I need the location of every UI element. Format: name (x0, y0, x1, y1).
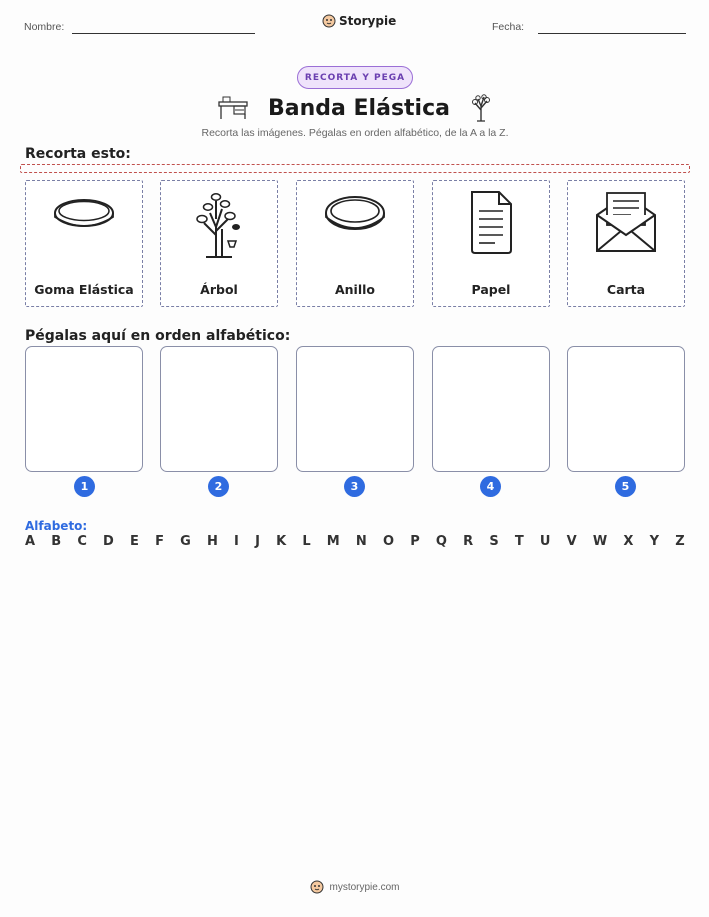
letter-icon (593, 189, 659, 255)
footer (300, 880, 410, 894)
paste-box-5[interactable] (567, 346, 685, 472)
alphabet-letter: T (514, 534, 524, 549)
storypie-mascot-icon (310, 880, 324, 894)
alphabet-letter: R (463, 534, 474, 549)
alphabet-letter: D (103, 534, 114, 549)
alphabet-letter: H (206, 534, 218, 549)
alphabet-letter: G (180, 534, 191, 549)
alphabet-letter: E (130, 534, 139, 549)
alphabet-letter: M (326, 534, 340, 549)
ring-icon (322, 189, 388, 243)
paste-box-3[interactable] (296, 346, 414, 472)
alphabet-heading: Alfabeto: (25, 519, 88, 533)
cut-guide-line (20, 164, 690, 173)
alphabet-letter: L (302, 534, 311, 549)
tree-icon (192, 189, 246, 259)
alphabet-letter: Y (649, 534, 660, 549)
card-label: Papel (471, 282, 511, 297)
tree-small-icon (470, 94, 492, 122)
alphabet-letter: F (155, 534, 164, 549)
storypie-logo (322, 14, 396, 28)
title-row (200, 92, 510, 124)
cut-card-papel[interactable] (432, 180, 550, 307)
alphabet-letter: W (592, 534, 608, 549)
alphabet-letter: N (355, 534, 367, 549)
paste-box-1[interactable] (25, 346, 143, 472)
paste-box-2[interactable] (160, 346, 278, 472)
alphabet-letter: O (382, 534, 395, 549)
card-label: Goma Elástica (34, 282, 134, 297)
card-label: Anillo (334, 282, 375, 297)
date-label: Fecha: (492, 21, 525, 33)
alphabet-letter: A (25, 534, 36, 549)
cut-card-arbol[interactable] (160, 180, 278, 307)
alphabet-letter: K (276, 534, 287, 549)
rubber-band-icon (51, 189, 117, 239)
brand-name: Storypie (339, 14, 397, 28)
alphabet-letter: Q (435, 534, 447, 549)
alphabet-letter: B (51, 534, 62, 549)
instructions: Recorta las imágenes. Pégalas en orden alfabético, de la A a la Z. (201, 127, 509, 139)
number-badge-4: 4 (480, 476, 501, 497)
alphabet-letter: X (623, 534, 634, 549)
card-label: Árbol (200, 282, 238, 297)
activity-badge: RECORTA Y PEGA (297, 66, 413, 89)
footer-site[interactable]: mystorypie.com (329, 881, 400, 893)
alphabet-letter: I (234, 534, 239, 549)
alphabet-letter: P (410, 534, 420, 549)
page-title: Banda Elástica (268, 95, 450, 121)
name-label: Nombre: (24, 21, 65, 33)
paste-heading: Pégalas aquí en orden alfabético: (25, 328, 291, 344)
number-badge-5: 5 (615, 476, 636, 497)
paste-box-4[interactable] (432, 346, 550, 472)
date-line[interactable] (538, 33, 686, 34)
alphabet-letter: J (255, 534, 260, 549)
desk-icon (218, 96, 248, 120)
cut-heading: Recorta esto: (25, 146, 131, 162)
storypie-mascot-icon (322, 14, 336, 28)
number-badge-2: 2 (208, 476, 229, 497)
alphabet-letter: U (539, 534, 551, 549)
alphabet-letter: S (489, 534, 499, 549)
cut-card-anillo[interactable] (296, 180, 414, 307)
number-badge-3: 3 (344, 476, 365, 497)
paper-icon (465, 189, 517, 255)
alphabet-row (25, 534, 685, 549)
cut-card-carta[interactable] (567, 180, 685, 307)
card-label: Carta (606, 282, 646, 297)
alphabet-letter: C (77, 534, 87, 549)
name-line[interactable] (72, 33, 255, 34)
cut-card-goma-elastica[interactable] (25, 180, 143, 307)
alphabet-letter: V (566, 534, 577, 549)
alphabet-letter: Z (675, 534, 685, 549)
number-badge-1: 1 (74, 476, 95, 497)
